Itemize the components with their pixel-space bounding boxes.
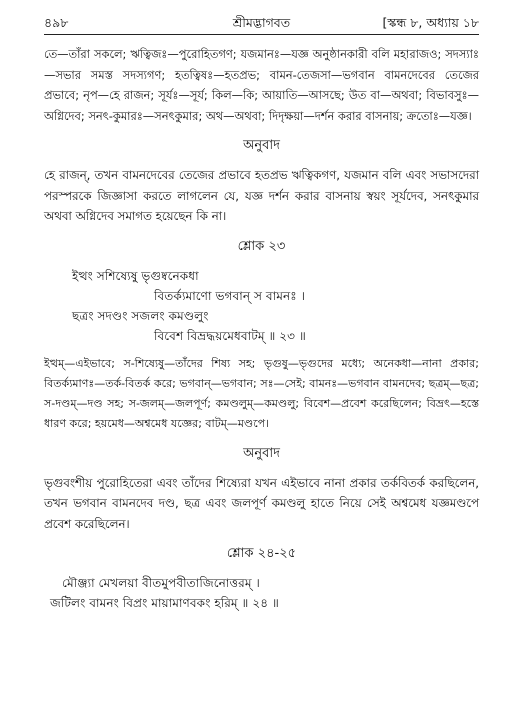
translation-paragraph-1: হে রাজন্‌, তখন বামনদেবের তেজের প্রভাবে হতপ্রভ ঋত্বিকগণ, যজমান বলি এবং সভাসদেরা পরস্পরকে জিজ্ঞাসা করতে লাগলেন যে, যজ্ঞ দর্শন করার বাসনায় স্বয়ং সূর্যদেব, সনৎকুমার অথবা অগ্নিদেব সমাগত হয়েছেন কি না। xyxy=(44,168,479,223)
book-title: শ্রীমদ্ভাগবত xyxy=(232,15,291,30)
synonyms-paragraph-23: ইত্থম্‌—এইভাবে; স-শিষ্যেষু—তাঁদের শিষ্য সহ; ভৃগুষু—ভৃগুদের মধ্যে; অনেকধা—নানা প্রকার; বিতর্ক্যমাণঃ—তর্ক-বিতর্ক করে; ভগবান্‌—ভগবান; সঃ—সেই; বামনঃ—ভগবান বামনদেব; ছত্রম্‌—ছত্র; স-দণ্ডম্‌—দণ্ড সহ; স-জলম্‌—জলপূর্ণ; কমণ্ডলুম্‌—কমণ্ডলু; বিবেশ—প্রবেশ করেছিলেন; বিভ্রৎ—হস্তে ধারণ করে; হয়মেধ—অশ্বমেধ যজ্ঞের; বাটম্‌—মণ্ডপে। xyxy=(44,356,479,430)
verse-heading-23: শ্লোক ২৩ xyxy=(237,238,286,254)
verse-line: জটিলং বামনং বিপ্রং মায়ামাণবকং হরিম্‌ ॥ ২৪ ॥ xyxy=(50,596,279,610)
page-header xyxy=(44,14,479,35)
verse-line: বিতর্ক্যমাণো ভগবান্‌ স বামনঃ । xyxy=(154,288,306,303)
verse-line: ছত্রং সদণ্ডং সজলং কমণ্ডলুং xyxy=(72,308,209,323)
verse-line: মৌঞ্জ্যা মেখলয়া বীতমুপবীতাজিনোত্তরম্‌ । xyxy=(62,576,260,590)
translation-heading-2: অনুবাদ xyxy=(243,445,280,461)
verse-23-block xyxy=(44,266,479,346)
section-reference: [স্কন্ধ ৮, অধ্যায় ১৮ xyxy=(382,15,479,30)
page-number: ৪৯৮ xyxy=(44,15,69,30)
verse-heading-24-25: শ্লোক ২৪-২৫ xyxy=(226,546,297,561)
verse-24-block xyxy=(44,573,479,613)
translation-heading-1: অনুবাদ xyxy=(243,138,280,153)
verse-line: ইত্থং সশিষ্যেষু ভৃগুষ্বনেকধা xyxy=(72,268,199,283)
synonyms-paragraph-top: তে—তাঁরা সকলে; ঋত্বিজঃ—পুরোহিতগণ; যজমানঃ—যজ্ঞ অনুষ্ঠানকারী বলি মহারাজও; সদস্যাঃ—সভার সমস্ত সদস্যগণ; হতত্বিষঃ—হতপ্রভ; বামন-তেজসা—ভগবান বামনদেবের তেজের প্রভাবে; নৃপ—হে রাজন; সূর্যঃ—সূর্য; কিল—কি; আয়াতি—আসছে; উত বা—অথবা; বিভাবসুঃ—অগ্নিদেব; সনৎ-কুমারঃ—সনৎকুমার; অথ—অথবা; দিদৃক্ষয়া—দর্শন করার বাসনায়; ক্রতোঃ—যজ্ঞ। xyxy=(44,47,479,123)
translation-paragraph-2: ভৃগুবংশীয় পুরোহিতেরা এবং তাঁদের শিষ্যেরা যখন এইভাবে নানা প্রকার তর্কবিতর্ক করছিলেন, তখন ভগবান বামনদেব দণ্ড, ছত্র এবং জলপূর্ণ কমণ্ডলু হাতে নিয়ে সেই অশ্বমেধ যজ্ঞমণ্ডপে প্রবেশ করেছিলেন। xyxy=(44,475,479,531)
verse-line: বিবেশ বিভ্রদ্ধয়মেধবাটম্‌ ॥ ২৩ ॥ xyxy=(154,328,306,343)
